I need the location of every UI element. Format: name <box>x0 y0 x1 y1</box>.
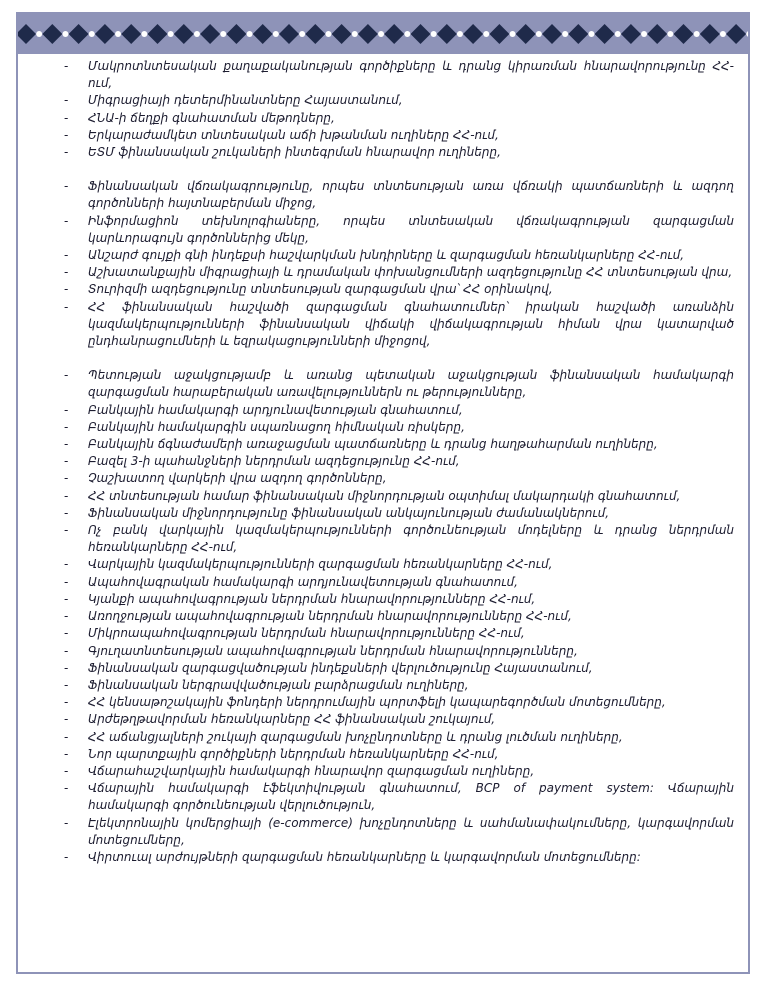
diamond-shape <box>674 24 694 44</box>
dot-shape <box>536 31 542 37</box>
dot-shape <box>220 31 226 37</box>
diamond-pattern <box>18 14 748 54</box>
diamond-shape <box>516 24 536 44</box>
list-item: - Ինֆորմացիոն տեխնոլոգիաները, որպես տնտեսական վճռակագրության զարգացման կարևորագույն գործոններից մեկը, <box>58 213 734 247</box>
diamond-shape <box>463 24 483 44</box>
diamond-shape <box>489 24 509 44</box>
list-item: - Գյուղատնտեսության ապահովագրության ներդրման հնարավորությունները, <box>58 643 734 660</box>
diamond-shape <box>95 24 115 44</box>
topic-list <box>58 58 734 866</box>
dot-shape <box>457 31 463 37</box>
dot-shape <box>247 31 253 37</box>
list-item: - Նոր պարտքային գործիքների ներդրման հեռանկարները ՀՀ-ում, <box>58 746 734 763</box>
page-frame <box>16 12 750 974</box>
list-item: - Բազել 3-ի պահանջների ներդրման ազդեցությունը ՀՀ-ում, <box>58 453 734 470</box>
dot-shape <box>378 31 384 37</box>
dot-shape <box>483 31 489 37</box>
list-item: - Էլեկտրոնային կոմերցիայի (e-commerce) խոչընդոտները և սահմանափակումները, կարգավորման մոտեցումները, <box>58 815 734 849</box>
list-item: - Առողջության ապահովագրության ներդրման հնարավորությունները ՀՀ-ում, <box>58 608 734 625</box>
dot-shape <box>299 31 305 37</box>
list-item: - Աշխատանքային միգրացիայի և դրամական փոխանցումների ազդեցությունը ՀՀ տնտեսության վրա, <box>58 264 734 281</box>
list-item: - Բանկային համակարգի արդյունավետության գնահատում, <box>58 402 734 419</box>
diamond-shape <box>621 24 641 44</box>
list-item: - ՀՆԱ-ի ճեղքի գնահատման մեթոդները, <box>58 110 734 127</box>
list-item: - ՀՀ տնտեսության համար ֆինանսական միջնորդության օպտիմալ մակարդակի գնահատում, <box>58 488 734 505</box>
list-item: - Ֆինանսական վճռակագրությունը, որպես տնտեսության առա վճռակի պատճառների և ազդող գործոնների հայտնաբերման միջոց, <box>58 178 734 212</box>
diamond-shape <box>358 24 378 44</box>
list-item: - Ոչ բանկ վարկային կազմակերպությունների գործունեության մոդելները և դրանց ներդրման հեռանկարները ՀՀ-ում, <box>58 522 734 556</box>
dot-shape <box>641 31 647 37</box>
dot-shape <box>562 31 568 37</box>
list-item: - Բանկային ճգնաժամերի առաջացման պատճառները և դրանց հաղթահարման ուղիները, <box>58 436 734 453</box>
list-item: - Պետության աջակցությամբ և առանց պետական աջակցության ֆինանսական համակարգի զարգացման հարաբերական առավելություններն ու թերությունները, <box>58 367 734 401</box>
group-spacer <box>58 350 734 367</box>
diamond-shape <box>700 24 720 44</box>
list-item: - Միկրոապահովագրության ներդրման հնարավորությունները ՀՀ-ում, <box>58 625 734 642</box>
diamond-shape <box>174 24 194 44</box>
list-item: - ՀՀ աճանցյալների շուկայի զարգացման խոչընդոտները և դրանց լուծման ուղիները, <box>58 729 734 746</box>
list-item: - Ֆինանսական միջնորդությունը ֆինանսական անկայունության ժամանակներում, <box>58 505 734 522</box>
diamond-shape <box>279 24 299 44</box>
diamond-shape <box>42 24 62 44</box>
list-item: - Ֆինանսական զարգացվածության ինդեքսների վերլուծությունը Հայաստանում, <box>58 660 734 677</box>
dot-shape <box>89 31 95 37</box>
list-item: - Մակրոտնտեսական քաղաքականության գործիքները և դրանց կիրառման հնարավորությունը ՀՀ-ում, <box>58 58 734 92</box>
diamond-shape <box>411 24 431 44</box>
dot-shape <box>615 31 621 37</box>
dot-shape <box>510 31 516 37</box>
list-item: - Վճարային համակարգի էֆեկտիվության գնահատում, BCP of payment system: Վճարային համակարգի գործունեության վերլուծություն, <box>58 780 734 814</box>
list-item: - Միգրացիայի դետերմինանտները Հայաստանում, <box>58 92 734 109</box>
dot-shape <box>588 31 594 37</box>
diamond-shape <box>384 24 404 44</box>
dot-shape <box>141 31 147 37</box>
list-item: - Կյանքի ապահովագրության ներդրման հնարավորությունները ՀՀ-ում, <box>58 591 734 608</box>
dot-shape <box>352 31 358 37</box>
dot-shape <box>115 31 121 37</box>
diamond-shape <box>121 24 141 44</box>
diamond-shape <box>568 24 588 44</box>
dot-shape <box>325 31 331 37</box>
list-item: - ՀՀ ֆինանսական հաշվածի զարգացման գնահատումներ՝ իրական հաշվածի առանձին կազմակերպությունների ֆինանսական վիճակի վիճակագրության հիման վրա կատարված ընդհանրացումների և եզրակացությունների միջոցով, <box>58 299 734 351</box>
list-item: - ՀՀ կենսաթոշակային ֆոնդերի ներդրումային պորտֆելի կապարեգործման մոտեցումները, <box>58 694 734 711</box>
diamond-shape <box>542 24 562 44</box>
diamond-shape <box>595 24 615 44</box>
list-item: - Արժեթղթավորման հեռանկարները ՀՀ ֆինանսական շուկայում, <box>58 711 734 728</box>
diamond-shape <box>332 24 352 44</box>
dot-shape <box>746 31 748 37</box>
diamond-shape <box>647 24 667 44</box>
diamond-border-band <box>18 14 748 54</box>
diamond-shape <box>253 24 273 44</box>
dot-shape <box>404 31 410 37</box>
list-item: - Տուրիզմի ազդեցությունը տնտեսության զարգացման վրա՝ ՀՀ օրինակով, <box>58 281 734 298</box>
diamond-shape <box>437 24 457 44</box>
list-item: - Ֆինանսական ներգրավվածության բարձրացման ուղիները, <box>58 677 734 694</box>
list-item: - Չաշխատող վարկերի վրա ազդող գործոնները, <box>58 470 734 487</box>
dot-shape <box>62 31 68 37</box>
group-spacer <box>58 161 734 178</box>
dot-shape <box>667 31 673 37</box>
dot-shape <box>431 31 437 37</box>
list-item: - Վարկային կազմակերպությունների զարգացման հեռանկարները ՀՀ-ում, <box>58 556 734 573</box>
diamond-shape <box>226 24 246 44</box>
diamond-shape <box>18 24 36 44</box>
list-item: - Ապահովագրական համակարգի արդյունավետության գնահատում, <box>58 574 734 591</box>
topic-group-2 <box>58 178 734 350</box>
diamond-shape <box>726 24 746 44</box>
dot-shape <box>168 31 174 37</box>
list-item: - Վիրտուալ արժույթների զարգացման հեռանկարները և կարգավորման մոտեցումները: <box>58 849 734 866</box>
diamond-shape <box>305 24 325 44</box>
diamond-shape <box>148 24 168 44</box>
list-item: - Անշարժ գույքի գնի ինդեքսի հաշվարկման խնդիրները և զարգացման հեռանկարները ՀՀ-ում, <box>58 247 734 264</box>
topic-group-1 <box>58 58 734 161</box>
list-item: - Բանկային համակարգին սպառնացող հիմնական ռիսկերը, <box>58 419 734 436</box>
dot-shape <box>720 31 726 37</box>
dot-shape <box>36 31 42 37</box>
dot-shape <box>694 31 700 37</box>
diamond-shape <box>69 24 89 44</box>
list-item: - ԵՏՄ ֆինանսական շուկաների ինտեգրման հնարավոր ուղիները, <box>58 144 734 161</box>
list-item: - Վճարահաշվարկային համակարգի հնարավոր զարգացման ուղիները, <box>58 763 734 780</box>
dot-shape <box>194 31 200 37</box>
list-item: - Երկարաժամկետ տնտեսական աճի խթանման ուղիները ՀՀ-ում, <box>58 127 734 144</box>
diamond-shape <box>200 24 220 44</box>
dot-shape <box>273 31 279 37</box>
topic-group-3 <box>58 367 734 866</box>
